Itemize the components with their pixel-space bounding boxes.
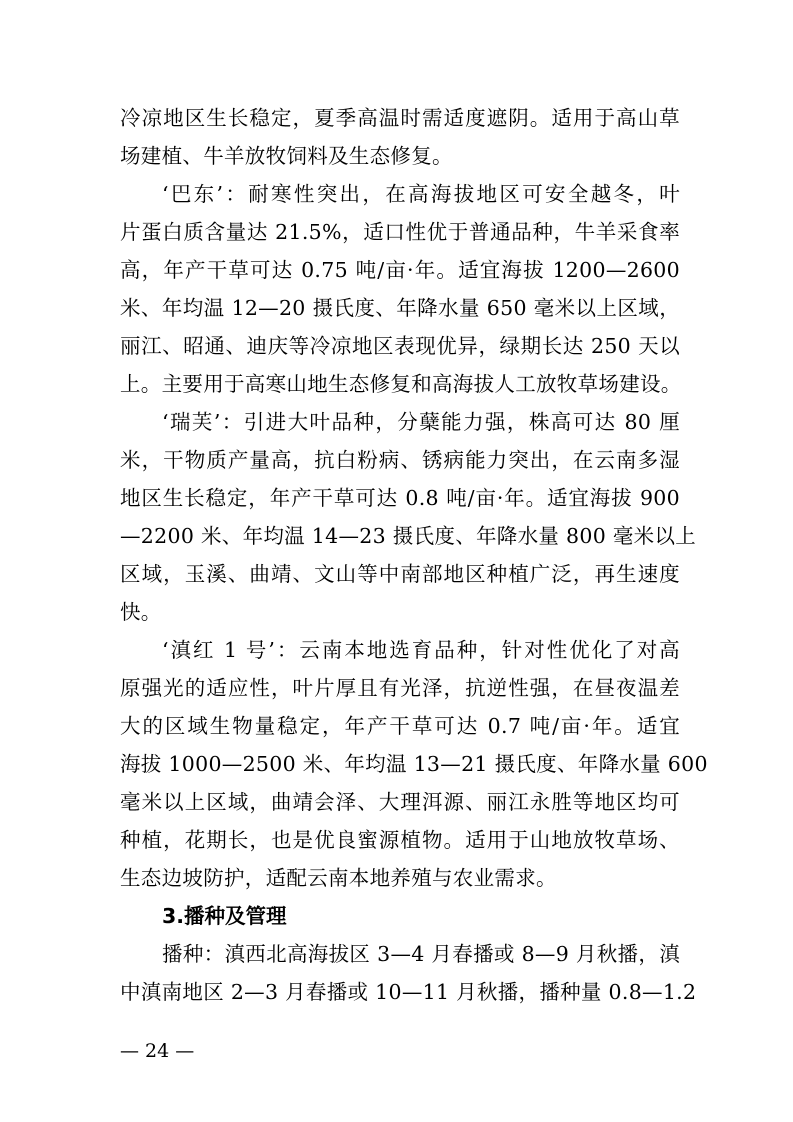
body-text-line: 地区生长稳定，年产干草可达 0.8 吨/亩·年。适宜海拔 900 (120, 486, 680, 510)
page-number: — 24 — (120, 1040, 195, 1062)
body-text-line: 高，年产干草可达 0.75 吨/亩·年。适宜海拔 1200—2600 (120, 258, 680, 282)
body-text-line: —2200 米、年均温 14—23 摄氏度、年降水量 800 毫米以上 (120, 524, 697, 548)
body-text-line: 海拔 1000—2500 米、年均温 13—21 摄氏度、年降水量 600 (120, 752, 708, 776)
body-text-line: 种植，花期长，也是优良蜜源植物。适用于山地放牧草场、 (120, 828, 680, 852)
body-text-line: 冷凉地区生长稳定，夏季高温时需适度遮阴。适用于高山草 (120, 106, 680, 130)
body-text-line: 大的区域生物量稳定，年产干草可达 0.7 吨/亩·年。适宜 (120, 714, 680, 738)
body-text-line: 快。 (120, 600, 162, 624)
body-text-line: 米，干物质产量高，抗白粉病、锈病能力突出，在云南多湿 (120, 448, 680, 472)
body-text-line: 上。主要用于高寒山地生态修复和高海拔人工放牧草场建设。 (120, 372, 682, 396)
body-text-line: 中滇南地区 2—3 月春播或 10—11 月秋播，播种量 0.8—1.2 (120, 980, 697, 1004)
body-text-line: 原强光的适应性，叶片厚且有光泽，抗逆性强，在昼夜温差 (120, 676, 680, 700)
body-text-line: 毫米以上区域，曲靖会泽、大理洱源、丽江永胜等地区均可 (120, 790, 680, 814)
body-text-line: ‘巴东’：耐寒性突出，在高海拔地区可安全越冬，叶 (162, 182, 680, 206)
body-text-line: 场建植、牛羊放牧饲料及生态修复。 (120, 144, 453, 168)
body-text-line: 播种：滇西北高海拔区 3—4 月春播或 8—9 月秋播，滇 (162, 942, 680, 966)
body-text-line: ‘滇红 1 号’：云南本地选育品种，针对性优化了对高 (162, 638, 680, 662)
section-heading: 3.播种及管理 (162, 904, 287, 928)
body-text-line: 米、年均温 12—20 摄氏度、年降水量 650 毫米以上区域， (120, 296, 680, 320)
body-text-line: ‘瑞芙’：引进大叶品种，分蘖能力强，株高可达 80 厘 (162, 410, 680, 434)
body-text-line: 片蛋白质含量达 21.5%，适口性优于普通品种，牛羊采食率 (120, 220, 680, 244)
body-text-line: 区域，玉溪、曲靖、文山等中南部地区种植广泛，再生速度 (120, 562, 680, 586)
body-text-line: 丽江、昭通、迪庆等冷凉地区表现优异，绿期长达 250 天以 (120, 334, 680, 358)
body-text-line: 生态边坡防护，适配云南本地养殖与农业需求。 (120, 866, 557, 890)
